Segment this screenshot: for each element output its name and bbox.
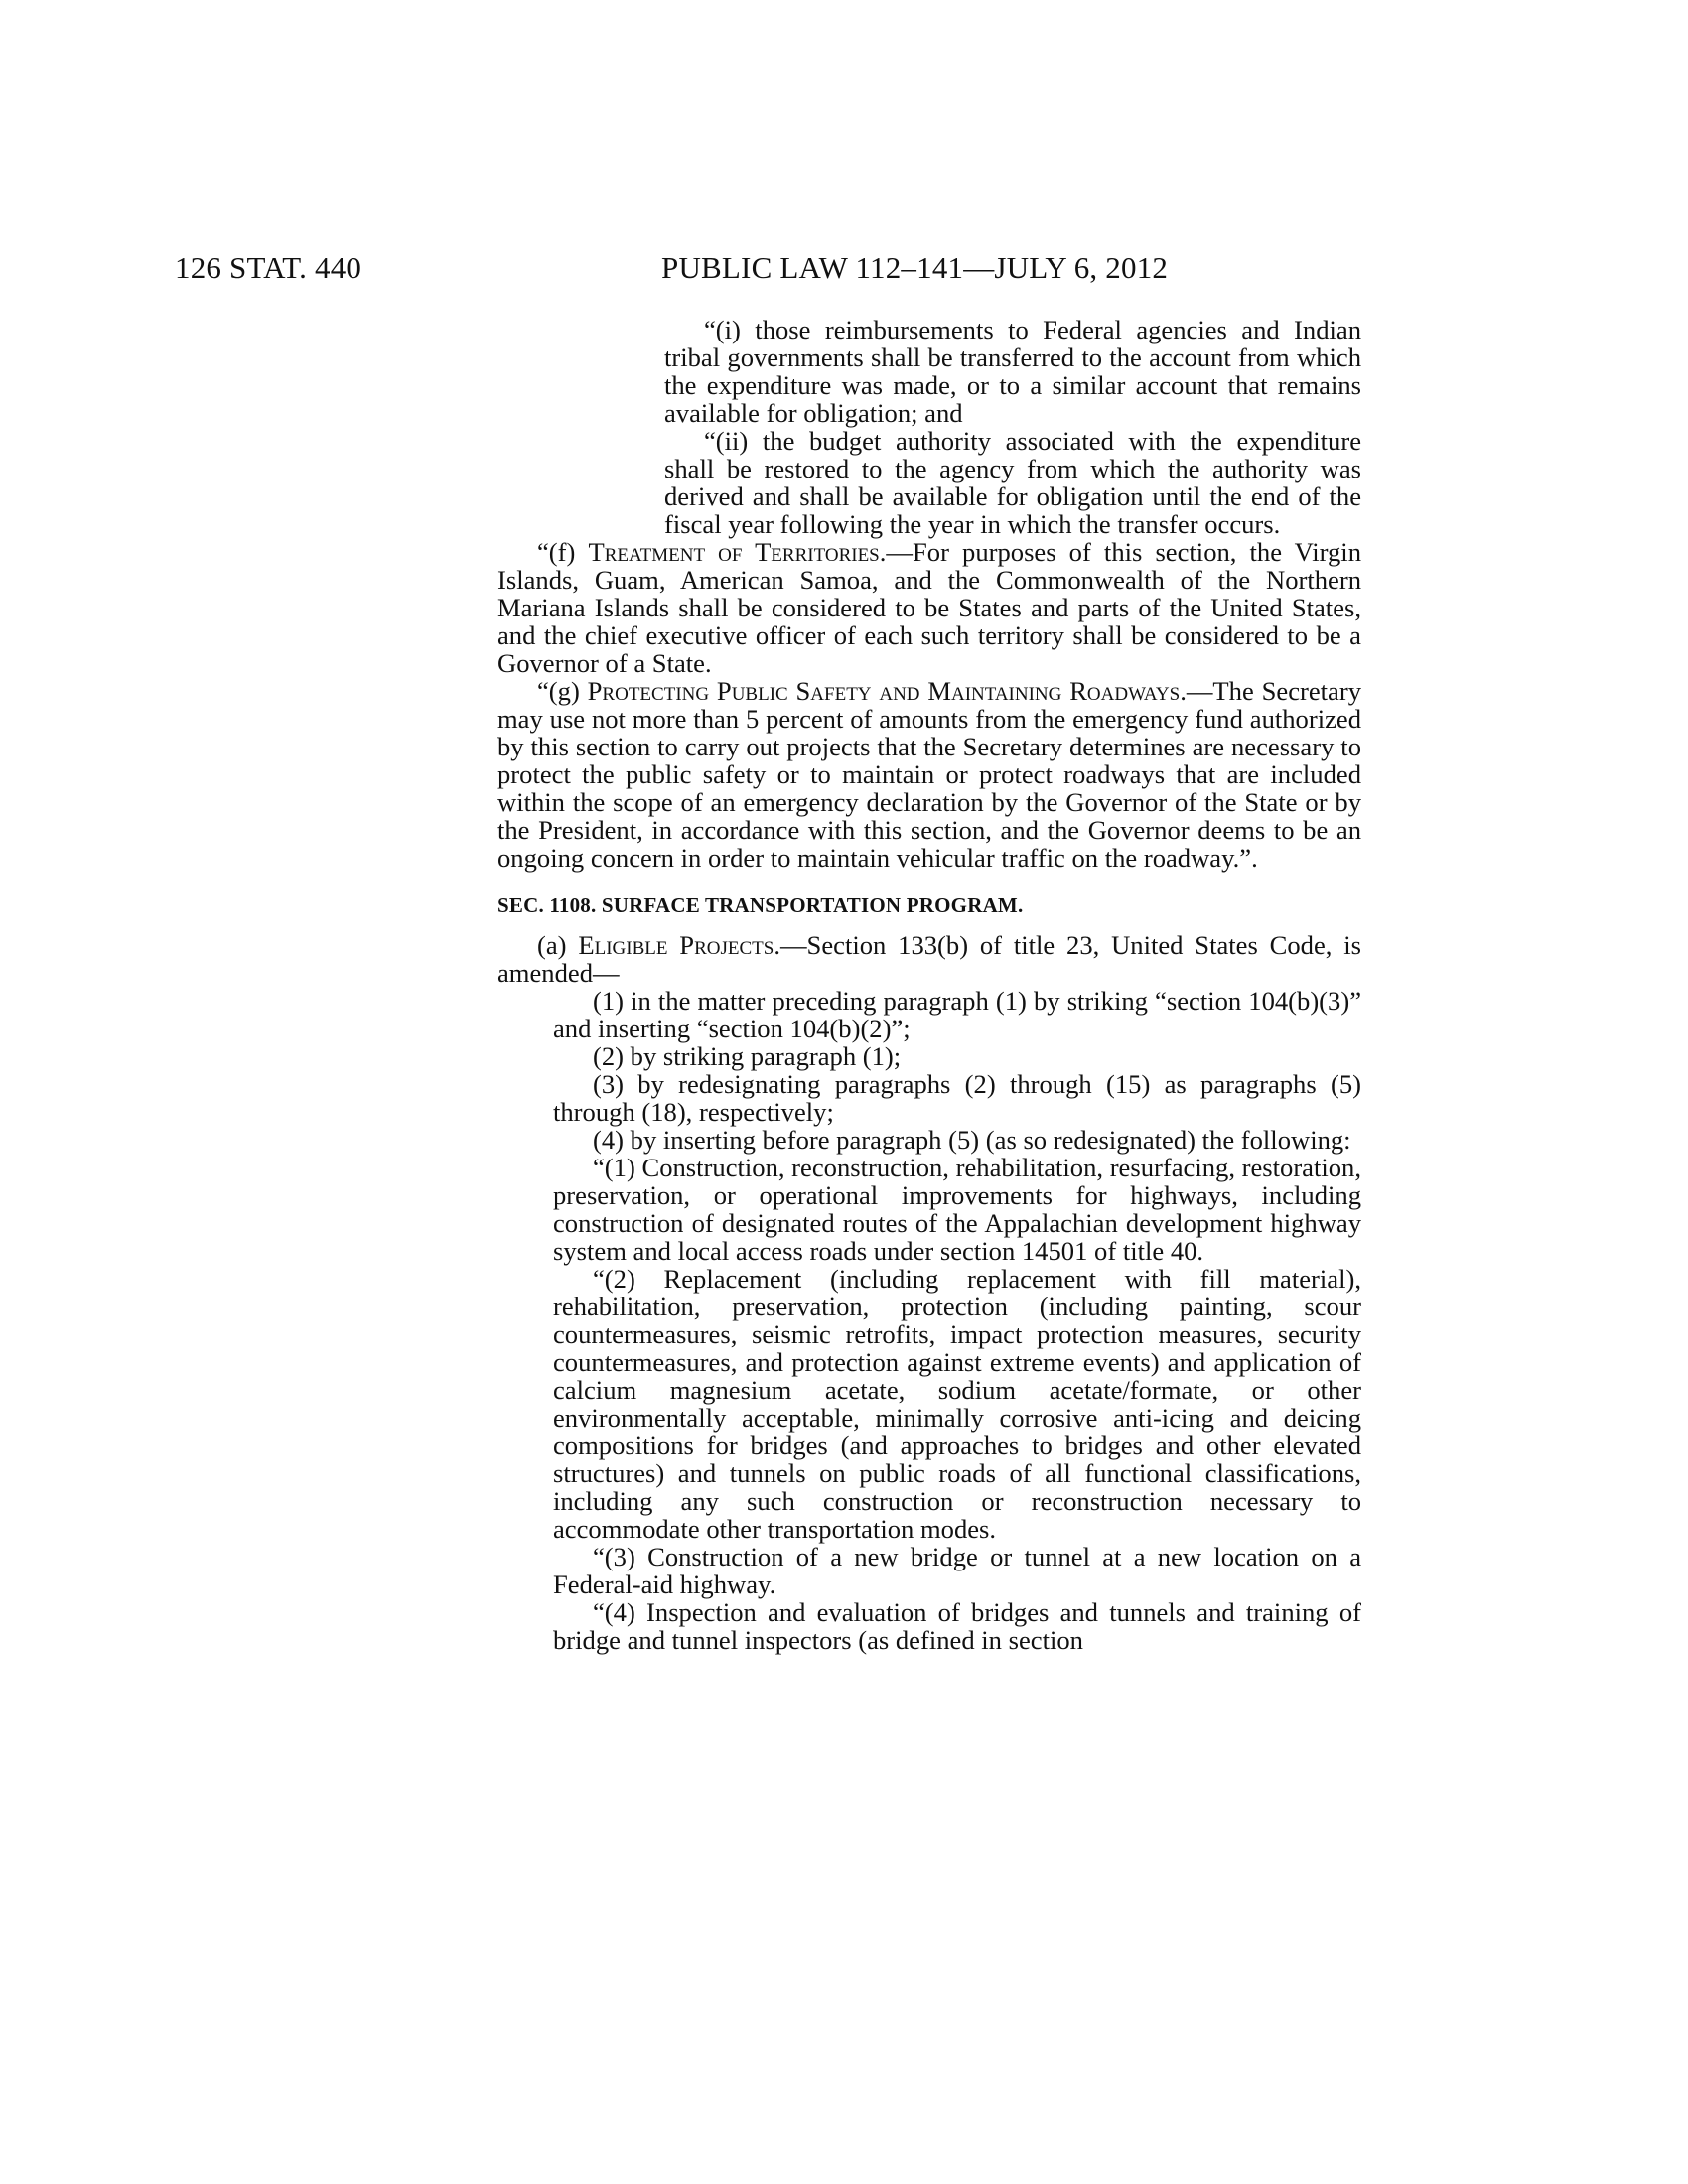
subsection-a-text: .—Section 133(b) of title 23, United States Code, is amended— bbox=[497, 930, 1361, 988]
paragraph-ii: “(ii) the budget authority associated with the expenditure shall be restored to the agency from which the authority was derived and shall be available for obligation until the end of the fiscal year following the year in which the transfer occurs. bbox=[664, 426, 1361, 539]
amendment-item-3: (3) by redesignating paragraphs (2) through (15) as paragraphs (5) through (18), respectively; bbox=[553, 1069, 1361, 1127]
subsection-g bbox=[497, 677, 1361, 872]
paragraph-i: “(i) those reimbursements to Federal agencies and Indian tribal governments shall be transferred to the account from which the expenditure was made, or to a similar account that remains available for obligation; and bbox=[664, 315, 1361, 428]
subsection-f-text: .—For purposes of this section, the Virgin Islands, Guam, American Samoa, and the Commonwealth of the Northern Mariana Islands shall be considered to be States and parts of the United States, and the chief executive officer of each such territory shall be considered to be a Governor of a State. bbox=[497, 537, 1361, 678]
amendment-item-2: (2) by striking paragraph (1); bbox=[593, 1041, 902, 1071]
document-body bbox=[497, 316, 1361, 1654]
subsection-f-heading: Treatment of Territories bbox=[588, 537, 880, 567]
quoted-paragraph-2: “(2) Replacement (including replacement with fill material), rehabilitation, preservation, protection (including painting, scour countermeasures, seismic retrofits, impact protection measures, security countermeasures, and protection against extreme events) and application of calcium magnesium acetate, sodium acetate/formate, or other environmentally acceptable, minimally corrosive anti-icing and deicing compositions for bridges (and approaches to bridges and other elevated structures) and tunnels on public roads of all functional classifications, including any such construction or reconstruction necessary to accommodate other transportation modes. bbox=[553, 1264, 1361, 1544]
subsection-a bbox=[497, 931, 1361, 987]
quoted-paragraph-1: “(1) Construction, reconstruction, rehabilitation, resurfacing, restoration, preservation, or operational improvements for highways, including construction of designated routes of the Appalachian development highway system and local access roads under section 14501 of title 40. bbox=[553, 1153, 1361, 1266]
subsection-f-prefix: “(f) bbox=[537, 537, 589, 567]
subsection-a-prefix: (a) bbox=[537, 930, 579, 960]
amendment-item-4: (4) by inserting before paragraph (5) (as so redesignated) the following: bbox=[593, 1125, 1351, 1155]
quoted-paragraph-3: “(3) Construction of a new bridge or tunnel at a new location on a Federal-aid highway. bbox=[553, 1542, 1361, 1599]
subsection-g-heading: Protecting Public Safety and Maintaining Roadways bbox=[587, 676, 1181, 706]
page-title: PUBLIC LAW 112–141—JULY 6, 2012 bbox=[661, 250, 1169, 285]
statute-page-number: 126 STAT. 440 bbox=[175, 250, 362, 285]
subsection-a-heading: Eligible Projects bbox=[578, 930, 774, 960]
subsection-g-text: .—The Secretary may use not more than 5 percent of amounts from the emergency fund authorized by this section to carry out projects that the Secretary determines are necessary to protect the public safety or to maintain or protect roadways that are included within the scope of an emergency declaration by the Governor of the State or by the President, in accordance with this section, and the Governor deems to be an ongoing concern in order to maintain vehicular traffic on the roadway.”. bbox=[497, 676, 1361, 873]
section-heading: SEC. 1108. SURFACE TRANSPORTATION PROGRAM. bbox=[497, 893, 1024, 917]
subsection-f bbox=[497, 538, 1361, 677]
subsection-g-prefix: “(g) bbox=[537, 676, 588, 706]
amendment-item-1: (1) in the matter preceding paragraph (1) by striking “section 104(b)(3)” and inserting “section 104(b)(2)”; bbox=[553, 986, 1361, 1043]
quoted-paragraph-4: “(4) Inspection and evaluation of bridges and tunnels and training of bridge and tunnel inspectors (as defined in section bbox=[553, 1597, 1361, 1655]
